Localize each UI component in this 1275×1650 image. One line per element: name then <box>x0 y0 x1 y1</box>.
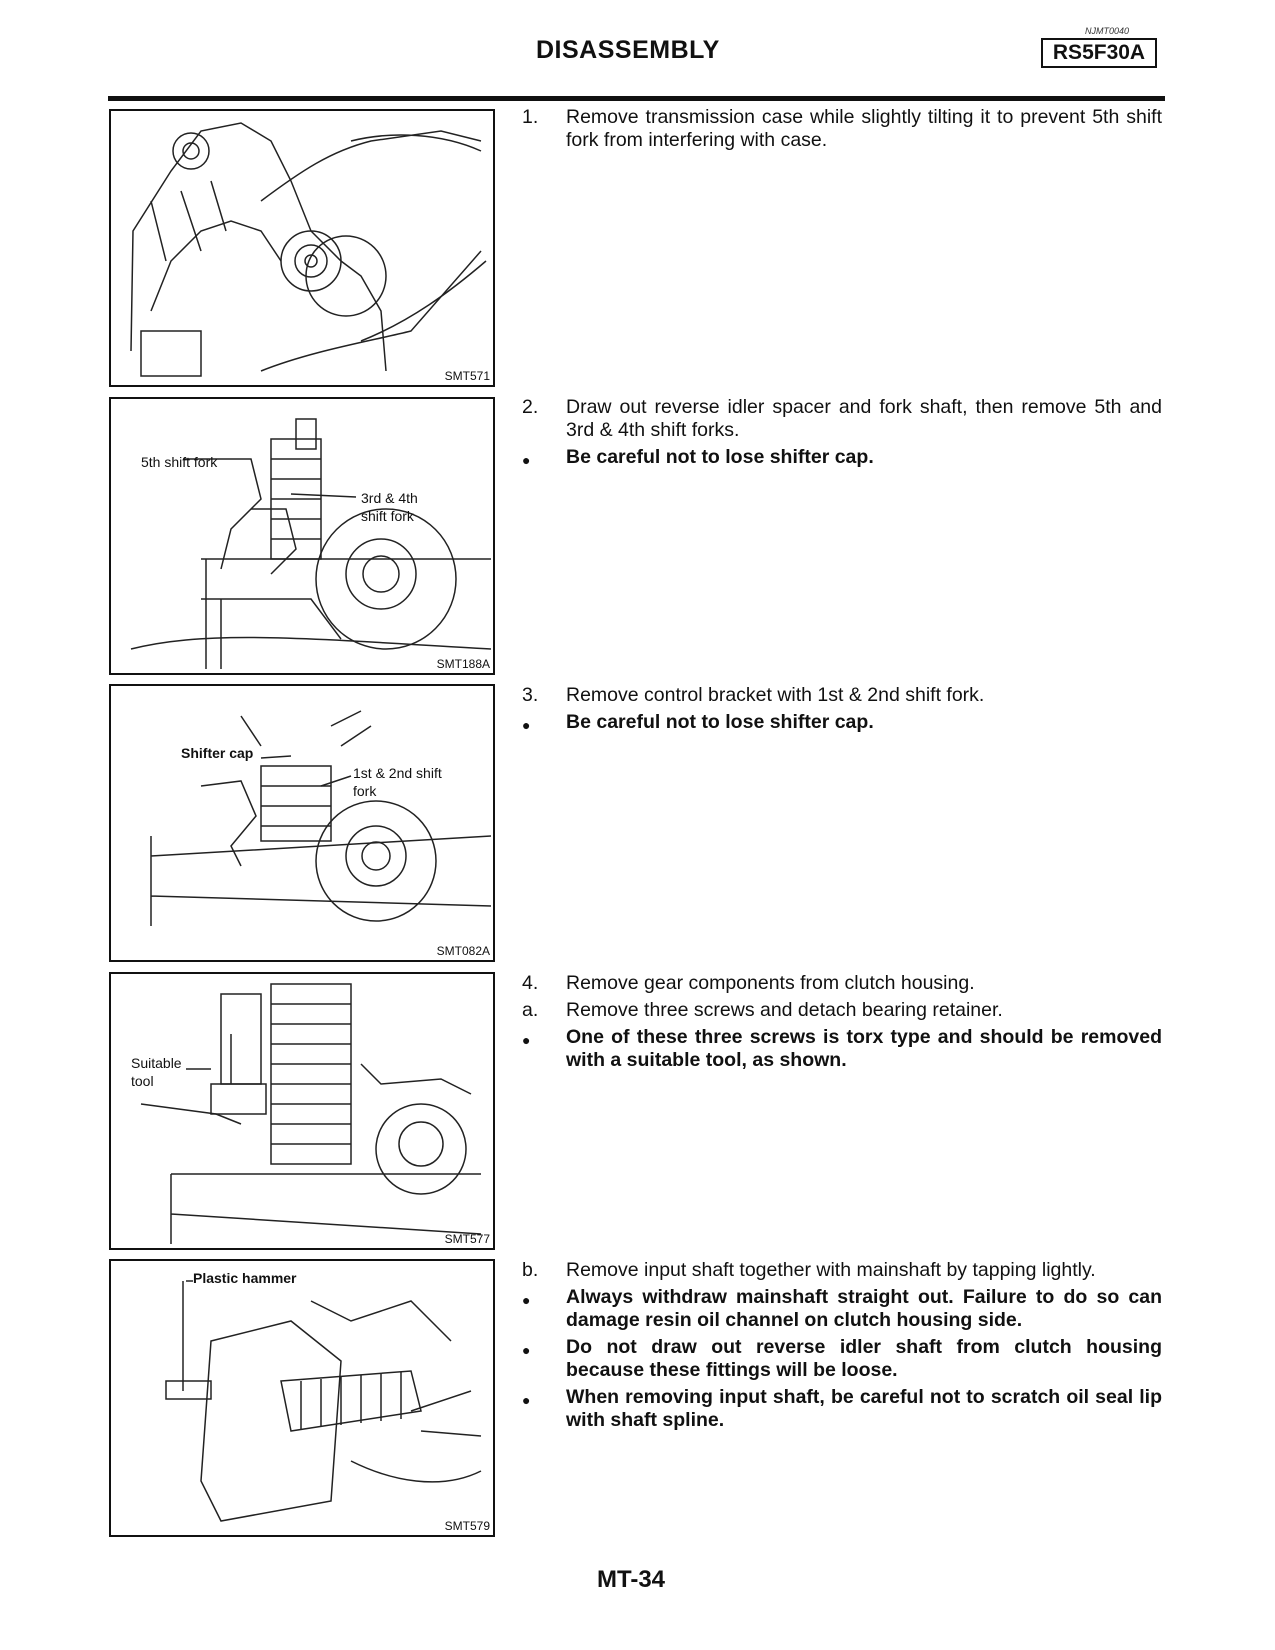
control-bracket-illustration <box>111 686 495 962</box>
bullet-marker: ● <box>522 1032 531 1048</box>
instruction-text: Remove three screws and detach bearing retainer. <box>566 999 1003 1021</box>
step-marker: a. <box>522 999 539 1021</box>
transmission-case-illustration <box>111 111 495 387</box>
step-2-block <box>522 396 1162 476</box>
caution-text: When removing input shaft, be careful not to scratch oil seal lip with shaft spline. <box>566 1386 1162 1431</box>
instruction-row <box>522 396 1162 442</box>
figure-control-bracket <box>109 684 495 962</box>
figure-code: SMT188A <box>436 657 490 671</box>
bullet-marker: ● <box>522 717 531 733</box>
step-4b-block <box>522 1259 1162 1436</box>
caution-row <box>522 1386 1162 1432</box>
step-marker: 1. <box>522 106 539 128</box>
caution-text: One of these three screws is torx type and should be removed with a suitable tool, as shown. <box>566 1026 1162 1071</box>
plastic-hammer-illustration <box>111 1261 495 1537</box>
step-marker: b. <box>522 1259 539 1281</box>
caution-row <box>522 1286 1162 1332</box>
instruction-text: Remove gear components from clutch housing. <box>566 972 975 994</box>
step-1-block <box>522 106 1162 156</box>
caution-row <box>522 1026 1162 1072</box>
instruction-row <box>522 972 1162 995</box>
step-marker: 2. <box>522 396 539 418</box>
instruction-row <box>522 684 1162 707</box>
header-rule <box>108 96 1165 101</box>
instruction-text: Remove control bracket with 1st & 2nd shift fork. <box>566 684 985 706</box>
page-number: MT-34 <box>597 1566 666 1593</box>
step-marker: 4. <box>522 972 539 994</box>
callout-suitable-tool: Suitable tool <box>131 1055 182 1089</box>
bullet-marker: ● <box>522 1392 531 1408</box>
caution-row <box>522 446 1162 472</box>
gear-components-illustration <box>111 974 495 1250</box>
caution-text: Do not draw out reverse idler shaft from clutch housing because these fittings will be loose. <box>566 1336 1162 1381</box>
step-3-block <box>522 684 1162 741</box>
callout-shifter-cap: Shifter cap <box>181 745 254 761</box>
caution-text: Be careful not to lose shifter cap. <box>566 446 874 468</box>
figure-code: SMT579 <box>444 1519 490 1533</box>
step-4-block <box>522 972 1162 1076</box>
instruction-text: Remove input shaft together with mainshaft by tapping lightly. <box>566 1259 1096 1281</box>
figure-code: SMT577 <box>444 1232 490 1246</box>
caution-text: Be careful not to lose shifter cap. <box>566 711 874 733</box>
figure-shift-forks <box>109 397 495 675</box>
caution-row <box>522 711 1162 737</box>
figure-gear-components <box>109 972 495 1250</box>
instruction-text: Draw out reverse idler spacer and fork shaft, then remove 5th and 3rd & 4th shift forks. <box>566 396 1162 441</box>
shift-forks-illustration <box>111 399 495 675</box>
document-reference-id: NJMT0040 <box>1085 26 1130 36</box>
caution-text: Always withdraw mainshaft straight out. Failure to do so can damage resin oil channel on clutch housing side. <box>566 1286 1162 1331</box>
bullet-marker: ● <box>522 452 531 468</box>
model-code-badge: RS5F30A <box>1041 38 1157 68</box>
figure-code: SMT082A <box>436 944 490 958</box>
instruction-row <box>522 106 1162 152</box>
caution-row <box>522 1336 1162 1382</box>
callout-plastic-hammer: Plastic hammer <box>193 1270 297 1286</box>
bullet-marker: ● <box>522 1342 531 1358</box>
callout-3rd-4th-shift-fork: 3rd & 4th shift fork <box>361 490 418 524</box>
instruction-row <box>522 1259 1162 1282</box>
callout-5th-shift-fork: 5th shift fork <box>141 454 218 470</box>
figure-code: SMT571 <box>444 369 490 383</box>
instruction-text: Remove transmission case while slightly tilting it to prevent 5th shift fork from interfering with case. <box>566 106 1162 151</box>
figure-plastic-hammer <box>109 1259 495 1537</box>
instruction-row <box>522 999 1162 1022</box>
page-title: DISASSEMBLY <box>536 36 720 64</box>
callout-1st-2nd-shift-fork: 1st & 2nd shift fork <box>353 765 442 799</box>
bullet-marker: ● <box>522 1292 531 1308</box>
step-marker: 3. <box>522 684 539 706</box>
figure-transmission-case-removal <box>109 109 495 387</box>
